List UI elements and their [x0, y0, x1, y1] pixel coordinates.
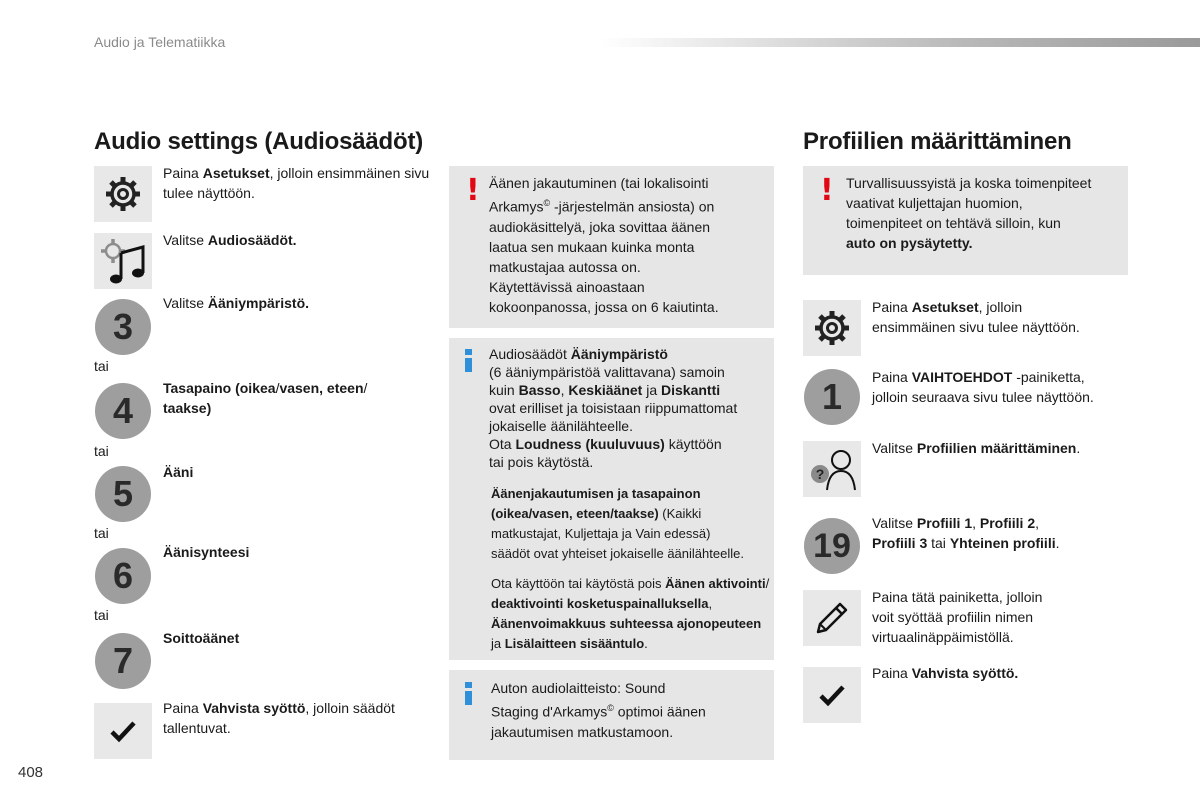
left-step4-text: Tasapaino (oikea/vasen, eteen/ taakse)	[163, 380, 368, 416]
confirm-button[interactable]	[803, 667, 861, 723]
or-label: tai	[94, 358, 109, 374]
warning-text: Äänen jakautuminen (tai lokalisointi Arkamys© -järjestelmän ansiosta) on audiokäsittelyä, joka sovittaa äänen laatua sen mukaan kuinka monta matkustajaa autossa on. Käytettävissä ainoastaan kokoonpanossa, jossa on 6 kaiutinta.	[489, 175, 719, 315]
left-step3-text: Valitse Ääniympäristö.	[163, 295, 310, 311]
left-step8-text: Paina Vahvista syöttö, jolloin säädöt tallentuvat.	[163, 700, 395, 736]
left-step6-text: Äänisynteesi	[163, 544, 250, 560]
confirm-button[interactable]	[94, 703, 152, 759]
info-icon	[465, 358, 472, 372]
left-step1-text: Paina Asetukset, jolloin ensimmäinen sivu tulee näyttöön.	[163, 165, 430, 201]
music-settings-icon	[97, 235, 149, 287]
step-number-7: 7	[95, 633, 151, 689]
audio-settings-button[interactable]	[94, 233, 152, 289]
right-step5-text: Paina tätä painiketta, jolloin voit syöttää profiilin nimen virtuaalinäppäimistöllä.	[872, 589, 1043, 645]
left-step2-text: Valitse Audiosäädöt.	[163, 232, 297, 248]
page-number: 408	[18, 764, 44, 781]
settings-button[interactable]	[803, 300, 861, 356]
info-balance-text: Äänenjakautumisen ja tasapainon (oikea/vasen, eteen/taakse) (Kaikki matkustajat, Kuljettaja ja Vain edessä) säädöt ovat yhteiset jokaiselle äänilähteelle.	[491, 486, 744, 561]
info-activation-text: Ota käyttöön tai käytöstä pois Äänen aktivointi/ deaktivointi kosketuspainalluksella, Äänenvoimakkuus suhteessa ajonopeuteen ja Lisälaitteen sisääntulo.	[491, 576, 770, 651]
gear-icon	[812, 308, 852, 348]
or-label: tai	[94, 443, 109, 459]
section-header: Audio ja Telematiikka	[94, 34, 226, 50]
profile-settings-button[interactable]	[803, 441, 861, 497]
check-icon	[817, 680, 847, 710]
or-label: tai	[94, 525, 109, 541]
step-number-1: 1	[804, 369, 860, 425]
right-step3-text: Valitse Profiilien määrittäminen.	[872, 440, 1081, 456]
settings-button[interactable]	[94, 166, 152, 222]
safety-warning-text: Turvallisuussyistä ja koska toimenpiteet vaativat kuljettajan huomion, toimenpiteet on tehtävä silloin, kun auto on pysäytetty.	[846, 175, 1092, 251]
step-number-19: 19	[804, 518, 860, 574]
exclamation-icon: !	[466, 173, 480, 208]
svg-text:?: ?	[815, 466, 825, 482]
profile-question-icon	[805, 444, 859, 494]
gear-icon	[103, 174, 143, 214]
step-number-5: 5	[95, 466, 151, 522]
step-number-6: 6	[95, 548, 151, 604]
right-step1-text: Paina Asetukset, jolloin ensimmäinen sivu tulee näyttöön.	[872, 299, 1080, 335]
profiles-title: Profiilien määrittäminen	[803, 128, 1072, 155]
pencil-icon	[810, 596, 854, 640]
step-number-3: 3	[95, 299, 151, 355]
step-number-4: 4	[95, 383, 151, 439]
edit-name-button[interactable]	[803, 590, 861, 646]
right-step2-text: Paina VAIHTOEHDOT -painiketta, jolloin seuraava sivu tulee näyttöön.	[872, 369, 1094, 405]
check-icon	[108, 716, 138, 746]
exclamation-icon: !	[820, 173, 834, 208]
info-audio-text: Audiosäädöt Ääniympäristö (6 ääniympäristöä valittavana) samoin kuin Basso, Keskiäänet ja Diskantti ovat erilliset ja toisistaan riippumattomat jokaiselle äänilähteelle. Ota Loudness (kuuluvuus) käyttöön tai pois käytöstä.	[489, 346, 738, 470]
info-icon	[465, 691, 472, 705]
info-arkamys-text: Auton audiolaitteisto: Sound Staging d'Arkamys© optimoi äänen jakautumisen matkustamoon.	[491, 680, 706, 740]
header-gradient-bar	[600, 38, 1200, 47]
left-step5-text: Ääni	[163, 464, 194, 480]
right-step6-text: Paina Vahvista syöttö.	[872, 665, 1019, 681]
right-step4-text: Valitse Profiili 1, Profiili 2, Profiili 3 tai Yhteinen profiili.	[872, 515, 1060, 551]
audio-settings-title: Audio settings (Audiosäädöt)	[94, 128, 424, 155]
or-label: tai	[94, 607, 109, 623]
left-step7-text: Soittoäänet	[163, 630, 240, 646]
